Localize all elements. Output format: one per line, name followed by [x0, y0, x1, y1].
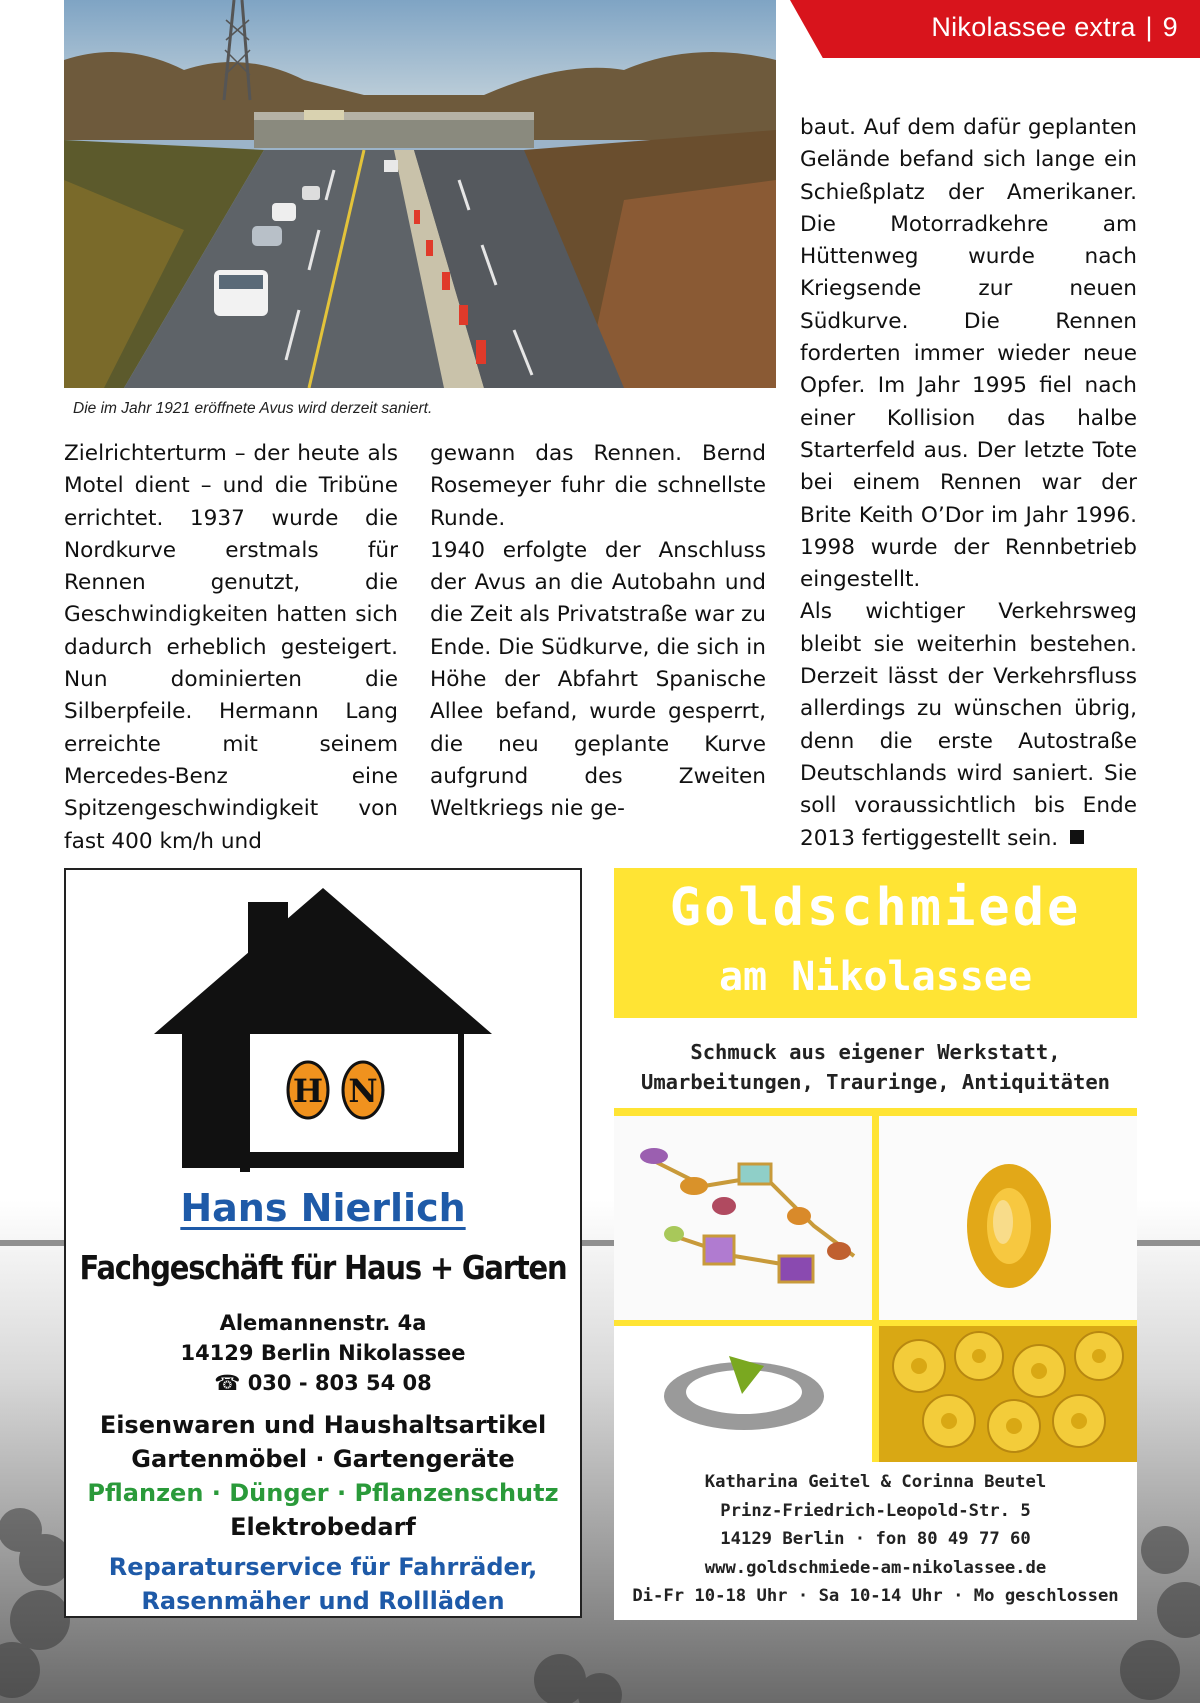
hans-nierlich-ad — [64, 868, 582, 1618]
product-line: Gartenmöbel · Gartengeräte — [131, 1445, 515, 1473]
article-column-2 — [430, 438, 766, 826]
ad-subtitle: am Nikolassee — [718, 954, 1033, 1000]
website-url: www.goldschmiede-am-nikolassee.de — [704, 1557, 1047, 1578]
goldschmiede-ad — [614, 868, 1137, 1620]
gold-ring-image — [879, 1116, 1137, 1320]
product-line: Eisenwaren und Haushaltsartikel — [99, 1411, 547, 1439]
company-name: Hans Nierlich — [180, 1186, 466, 1230]
section-name: Nikolassee extra — [931, 12, 1136, 42]
article-column-3 — [800, 112, 1137, 855]
product-line: Pflanzen · Dünger · Pflanzenschutz — [87, 1479, 559, 1507]
article-paragraph-text: Als wichtiger Verkehrsweg bleibt sie weiterhin bestehen. Derzeit lässt der Verkehrsfluss allerdings zu wünschen übrig, denn die erste Autostraße Deutschlands wird saniert. Sie soll voraussichtlich bis Ende 2013 fertiggestellt sein. — [800, 599, 1137, 851]
end-of-article-icon — [1070, 830, 1084, 844]
company-address — [66, 1308, 580, 1398]
service-line: Rasenmäher und Rollläden — [141, 1587, 505, 1615]
ad-title: Goldschmiede — [669, 878, 1082, 938]
address-city-phone: 14129 Berlin · fon 80 49 77 60 — [720, 1529, 1031, 1549]
owner-names: Katharina Geitel & Corinna Beutel — [704, 1472, 1047, 1492]
company-tagline: Fachgeschäft für Haus + Garten — [79, 1248, 567, 1288]
page-number: 9 — [1162, 12, 1178, 42]
service-line: Reparaturservice für Fahrräder, — [108, 1553, 538, 1581]
photo-caption: Die im Jahr 1921 eröffnete Avus wird derzeit saniert. — [73, 400, 433, 417]
ad-description — [614, 1037, 1137, 1097]
article-paragraph — [800, 596, 1137, 854]
address-city: 14129 Berlin Nikolassee — [180, 1341, 466, 1365]
article-paragraph: gewann das Rennen. Bernd Rosemeyer fuhr die schnellste Runde. — [430, 441, 766, 531]
house-logo-icon — [148, 882, 498, 1172]
avus-highway-photo — [64, 0, 776, 388]
product-line: Elektrobedarf — [230, 1513, 416, 1541]
description-line: Umarbeitungen, Trauringe, Antiquitäten — [641, 1070, 1110, 1094]
opening-hours: Di-Fr 10-18 Uhr · Sa 10-14 Uhr · Mo geschlossen — [632, 1586, 1119, 1606]
article-paragraph: baut. Auf dem dafür geplanten Gelände befand sich lange ein Schießplatz der Amerikaner. Die Motorradkehre am Hüttenweg wurde nach Kriegsende zur neuen Südkurve. Die Rennen forderten immer wieder neue Opfer. Im Jahr 1995 fiel nach einer Kollision das halbe Starterfeld aus. Der letzte Tote bei einem Rennen war der Brite Keith O’Dor im Jahr 1996. 1998 wurde der Rennbetrieb eingestellt. — [800, 115, 1137, 593]
section-header: Nikolassee extra | 9 — [931, 12, 1178, 42]
contact-info — [614, 1468, 1137, 1611]
address-street: Prinz-Friedrich-Leopold-Str. 5 — [720, 1500, 1031, 1521]
product-list — [66, 1408, 580, 1618]
gemstone-bracelet-image — [614, 1116, 872, 1320]
article-paragraph: Zielrichterturm – der heute als Motel dient – und die Tribüne errichtet. 1937 wurde die Nordkurve erstmals für Rennen genutzt, die Geschwindigkeiten hatten sich dadurch erheblich gesteigert. Nun dominierten die Silberpfeile. Hermann Lang erreichte mit seinem Mercedes-Benz eine Spitzengeschwindigkeit von fast 400 km/h und — [64, 441, 398, 854]
phone-number: ☎ 030 - 803 54 08 — [214, 1371, 432, 1395]
article-paragraph: 1940 erfolgte der Anschluss der Avus an die Autobahn und die Zeit als Privatstraße war zu Ende. Die Südkurve, die sich in Höhe der Abfahrt Spanische Allee befand, wurde gesperrt, die neu geplante Kurve aufgrund des Zweiten Weltkriegs nie ge- — [430, 537, 766, 822]
description-line: Schmuck aus eigener Werkstatt, — [690, 1040, 1061, 1064]
article-column-1 — [64, 438, 398, 858]
address-street: Alemannenstr. 4a — [219, 1311, 427, 1335]
logo-letter-h: H — [292, 1072, 324, 1110]
logo-letter-n: N — [348, 1072, 378, 1110]
